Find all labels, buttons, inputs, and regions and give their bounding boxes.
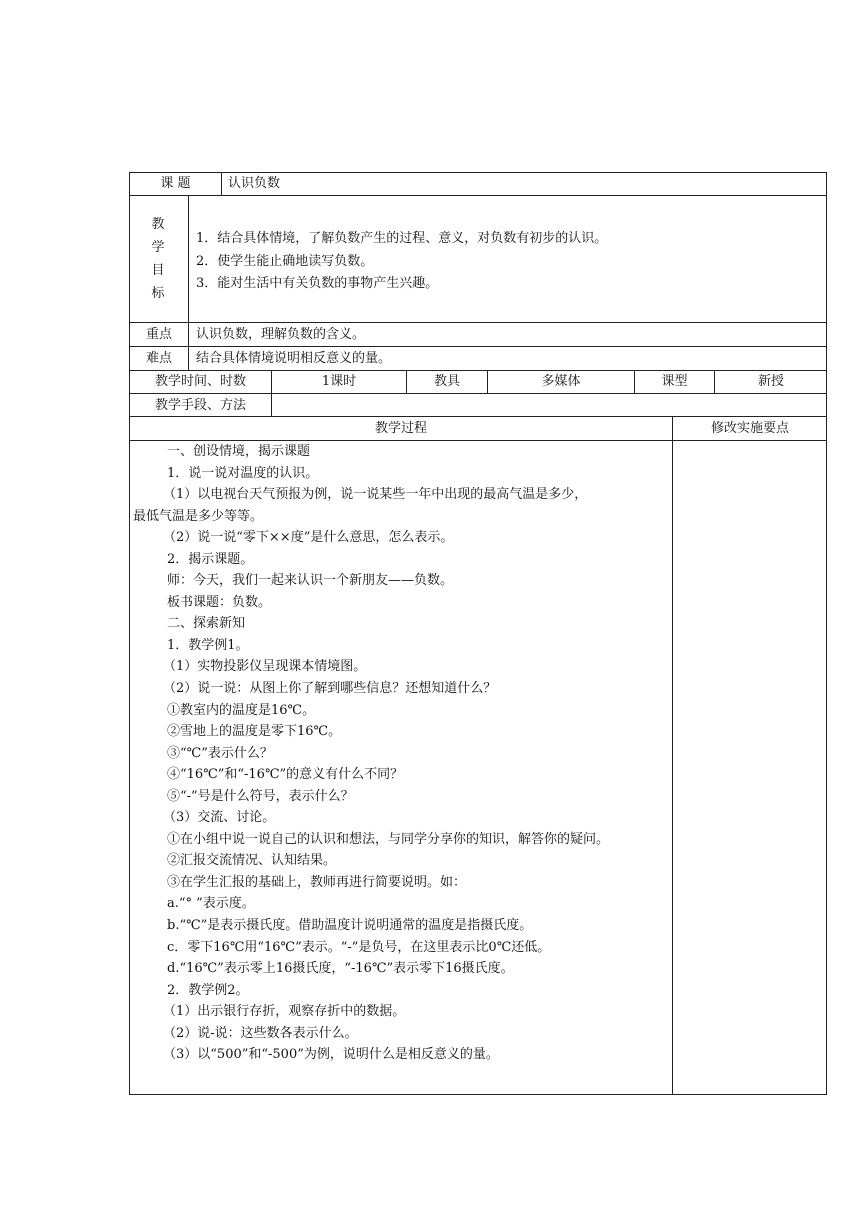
- process-line: ①教室内的温度是16℃。: [167, 702, 316, 718]
- topic-label: 课 题: [160, 176, 191, 191]
- process-line: a.“° ”表示度。: [167, 896, 255, 912]
- process-line: ⑤“-”号是什么符号，表示什么？: [167, 788, 354, 804]
- process-line: 最低气温是多少等等。: [133, 508, 264, 524]
- tools-value: 多媒体: [541, 374, 581, 389]
- process-line: 1．说一说对温度的认识。: [167, 465, 319, 481]
- process-line: ③“℃”表示什么？: [167, 745, 273, 761]
- process-line: b.“℃”是表示摄氏度。借助温度计说明通常的温度是指摄氏度。: [167, 918, 533, 934]
- process-line: ④“16℃”和“-16℃”的意义有什么不同？: [167, 767, 404, 783]
- process-line: ②汇报交流情况、认知结果。: [167, 853, 337, 869]
- process-line: 二、探索新知: [167, 616, 246, 632]
- process-line: （2）说一说：从图上你了解到哪些信息？还想知道什么？: [163, 681, 497, 697]
- process-line: （1）出示银行存折，观察存折中的数据。: [163, 1004, 406, 1020]
- objectives-label-char: 学: [151, 240, 165, 255]
- process-line: 2．揭示课题。: [167, 551, 254, 567]
- process-line: ①在小组中说一说自己的认识和想法，与同学分享你的知识，解答你的疑问。: [167, 831, 610, 847]
- time-label: 教学时间、时数: [154, 374, 246, 389]
- type-value: 新授: [757, 374, 784, 389]
- time-value: 1课时: [321, 374, 357, 389]
- process-line: （3）交流、讨论。: [163, 810, 276, 826]
- difficulty-value: 结合具体情境说明相反意义的量。: [196, 351, 392, 366]
- notes-header: 修改实施要点: [710, 421, 789, 436]
- methods-label: 教学手段、方法: [154, 398, 246, 413]
- process-body: [133, 441, 669, 1066]
- process-line: 1．教学例1。: [167, 637, 249, 653]
- tools-label: 教具: [433, 374, 460, 389]
- objective-item: 2．使学生能止确地读写负数。: [196, 254, 374, 269]
- process-line: （1）实物投影仪呈现课本情境图。: [163, 659, 367, 675]
- process-line: （2）说-说：这些数各表示什么。: [163, 1025, 358, 1041]
- difficulty-label: 难点: [145, 351, 172, 366]
- objective-item: 1．结合具体情境，了解负数产生的过程、意义，对负数有初步的认识。: [196, 231, 608, 246]
- objectives-label-char: 目: [151, 263, 165, 278]
- topic-value: 认识负数: [228, 176, 281, 191]
- key-point-label: 重点: [145, 327, 172, 342]
- objective-item: 3．能对生活中有关负数的事物产生兴趣。: [196, 276, 439, 291]
- process-line: （3）以“500”和“-500”为例，说明什么是相反意义的量。: [163, 1047, 499, 1063]
- process-line: 2．教学例2。: [167, 982, 249, 998]
- objectives-label-char: 标: [151, 286, 165, 301]
- key-point-value: 认识负数，理解负数的含义。: [196, 327, 366, 342]
- type-label: 课型: [661, 374, 688, 389]
- objectives-label-char: 教: [151, 217, 165, 232]
- process-line: 板书课题：负数。: [167, 594, 272, 610]
- process-line: （1）以电视台天气预报为例，说一说某些一年中出现的最高气温是多少，: [163, 487, 588, 503]
- process-header: 教学过程: [374, 421, 427, 436]
- process-line: ②雪地上的温度是零下16℃。: [167, 724, 342, 740]
- process-line: c．零下16℃用“16℃”表示。“-”是负号，在这里表示比0℃还低。: [167, 939, 551, 955]
- process-line: 一、创设情境，揭示课题: [167, 444, 311, 459]
- process-line: 师：今天，我们一起来认识一个新朋友——负数。: [167, 573, 454, 589]
- process-line: d.“16℃”表示零上16摄氏度，“-16℃”表示零下16摄氏度。: [167, 961, 514, 977]
- process-line: ③在学生汇报的基础上，教师再进行简要说明。如：: [167, 874, 467, 890]
- process-line: （2）说一说“零下××度”是什么意思，怎么表示。: [163, 530, 454, 546]
